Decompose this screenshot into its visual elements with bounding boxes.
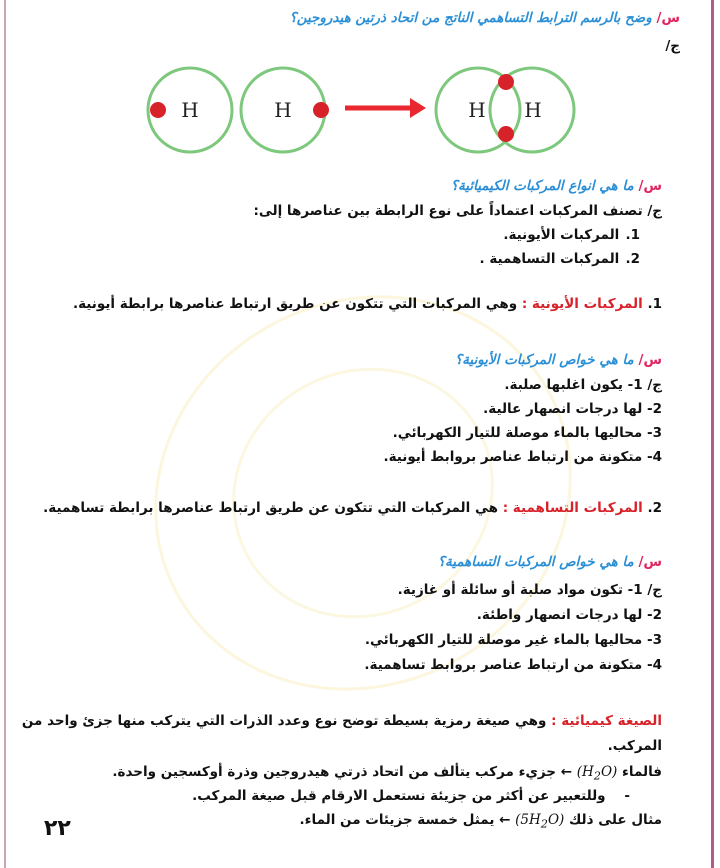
page-edge-right <box>711 0 714 868</box>
property-item: 4- متكونة من ارتباط عناصر بروابط أيونية. <box>383 449 662 465</box>
covalent-definition: 2. المركبات التساهمية : هي المركبات التي تتكون عن طريق ارتباط عناصرها برابطة تساهمية. <box>43 500 662 516</box>
formula-definition: الصيغة كيميائية : وهي صيغة رمزية بسيطة توضح نوع وعدد الذرات التي يتركب منها جزئ واحد من <box>21 713 662 729</box>
shared-electron-dot <box>498 74 514 90</box>
electron-dot <box>150 102 166 118</box>
page-number: ٢٢ <box>44 816 71 841</box>
page-edge-left <box>4 0 6 868</box>
atom-symbol: H <box>181 98 199 122</box>
example-five-molecules: مثال على ذلك $(5H_2O)$ ← يمثل خمسة جزيئات من الماء. <box>299 812 662 831</box>
list-item: 2. المركبات التساهمية . <box>479 251 640 267</box>
bullet-note: - وللتعبير عن أكثر من جزيئة نستعمل الارقام قبل صيغة المركب. <box>192 788 630 804</box>
question-bond-drawing: س/ وضح بالرسم الترابط التساهمي الناتج من اتحاد ذرتين هيدروجين؟ <box>289 10 680 26</box>
list-item: 1. المركبات الأيونية. <box>503 227 640 243</box>
property-item: 4- متكونة من ارتباط عناصر بروابط تساهمية. <box>364 657 662 673</box>
answer-intro: ج/ تصنف المركبات اعتماداً على نوع الرابطة بين عناصرها إلى: <box>253 203 662 219</box>
electron-dot <box>313 102 329 118</box>
atom-symbol: H <box>524 98 542 122</box>
question-covalent-properties: س/ ما هي خواص المركبات التساهمية؟ <box>437 554 662 570</box>
atom-symbol: H <box>468 98 486 122</box>
property-item: 2- لها درجات انصهار عالية. <box>483 401 662 417</box>
water-example: فالماء $(H_2O)$ ← جزيء مركب يتألف من اتحاد ذرتي هيدروجين وذرة أوكسجين واحدة. <box>112 764 662 783</box>
property-item: 2- لها درجات انصهار واطئة. <box>476 607 662 623</box>
atom-symbol: H <box>274 98 292 122</box>
ionic-definition: 1. المركبات الأيونية : وهي المركبات التي تتكون عن طريق ارتباط عناصرها برابطة أيونية. <box>72 296 662 312</box>
property-item: ج/ 1- تكون مواد صلبة أو سائلة أو غازية. <box>397 582 662 598</box>
hydrogen-bond-diagram <box>140 60 580 168</box>
property-item: 3- محاليها بالماء موصلة للتيار الكهربائي. <box>392 425 662 441</box>
reaction-arrow-head <box>410 98 426 118</box>
question-ionic-properties: س/ ما هي خواص المركبات الأيونية؟ <box>454 352 662 368</box>
question-compound-types: س/ ما هي انواع المركبات الكيميائية؟ <box>450 178 662 194</box>
property-item: ج/ 1- يكون اغلبها صلبة. <box>504 377 662 393</box>
answer-label: ج/ <box>665 38 680 54</box>
formula-definition-cont: المركب. <box>607 738 662 754</box>
property-item: 3- محاليها بالماء غير موصلة للتيار الكهربائي. <box>364 632 662 648</box>
shared-electron-dot <box>498 126 514 142</box>
